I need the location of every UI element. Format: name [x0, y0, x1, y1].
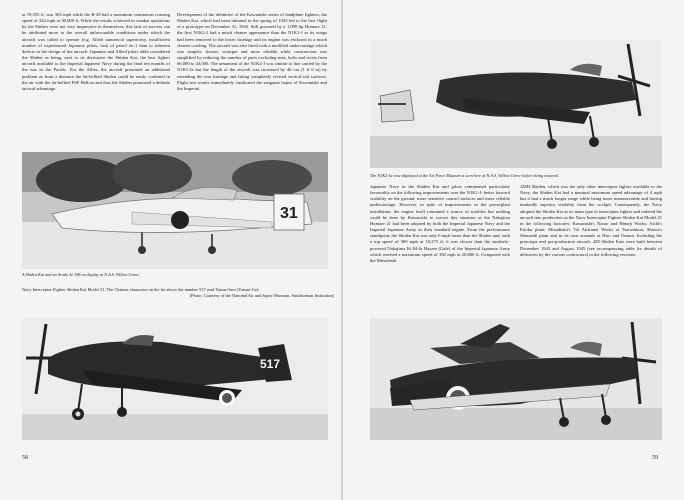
- photo-n1k2-image: [370, 40, 662, 168]
- tail-number-517: 517: [260, 357, 281, 371]
- caption-credit: (Photo: Courtesy of the National Air and Space Museum, Smithsonian Institution): [189, 293, 334, 298]
- page-number-left: 58: [22, 455, 28, 461]
- photo-shiden-kai-display: [22, 152, 328, 269]
- left-text-column-1: at 19,355 ft, was 363 mph while the B-29 had a maximum continuous cruising speed of 342 mph at 30,000 ft. While the results achieved in combat operations by the Shiden were not very impressive in themselves, this lack of success can be attributed more to the overall unfavourable conditions under which the aircraft was called to operate (e.g. Allied numerical superiority, insufficient number of experienced Japanese pilots, lack of petrol etc.) than to inherent defects in the design of the aircraft. Japanese and Allied pilots alike considered the Shiden as being, next to its derivative the Shiden Kai, the best fighter aircraft available to the Imperial Japanese Navy during the final ten months of the war in the Pacific. For the Allies, the aircraft presented an additional problem as from a distance the fat-bellied Shiden could be easily confused in the air with the fat-bellied F6F Hellcat and thus the Shiden possessed a definite tactical advantage.: [22, 12, 170, 91]
- photo-shiden-kai-image: [22, 152, 328, 269]
- photo-517-image: [22, 318, 328, 440]
- gutter: [341, 0, 343, 500]
- page-number-right: 59: [652, 455, 658, 461]
- photo-museum-image: [370, 318, 662, 440]
- caption-drawing: Navy Interceptor Fighter Shiden Kai Model 21. The Chinese characters on the fin above the number 517 read Yatsuri-hen (Yatsuri Go).: [22, 287, 260, 292]
- caption-right-top: The N1K2-Ja now displayed at the Air Force Museum is seen here at N.A.S. Willow Grove before being restored.: [370, 173, 559, 178]
- left-text-column-2: Development of the definitive of the Kawanishi series of landplane fighters, the Shiden Kai, which had been initiated in the spring of 1943 led to the first flight of a prototype on December 31, 1943. Still powered by a 1,990 hp Homare 21, the first N1K2-J had a much cleaner appearance than the N1K1-J as its wings had been removed to the lower fuselage and its engine was enclosed in a much cleaner cowling. The aircraft was also fitted with a modified undercarriage which was simpler, shorter, stronger and more reliable while construction was simplified by reducing the number of parts excluding nuts, bolts and rivets from 66,000 to 43,000. The armament of the N1K2-J was similar to that carried by the N1K1-Ja but the length of the aircraft was increased by 46 cm (1 ft 6 in) by extending the rear fuselage and fitting completely revised vertical tail surfaces. Flight test results immediately vindicated the sanguine hopes of Kawanishi and the Imperial: [177, 12, 327, 91]
- photo-n1k2-air-force-museum: [370, 318, 662, 440]
- right-text-column-2: J2M3 Raiden, which was the only other interceptor fighter available to the Navy, the Shiden Kai had a nominal maximum speed advantage of 4 mph but it had a much longer range while being more manoeuvrable and having markedly superior visibility from the cockpit. Consequently, the Navy adopted the Shiden Kai as its main type of interceptor fighter and ordered the aircraft into production as the Navy Interceptor Fighter Shiden Kai Model 21 in the following factories: Kawanishi's Naruo and Himeji Works; Aichi's Eitoku plant; Mitsubishi's 7th Airframe Works at Tsurashima; Showa's Shimoshi plant and in its own arsenals at Hiro and Omura. Including the prototype and pre-production aircraft, 428 Shiden Kais were built between December 1943 and August 1945 (see accompanying table for details of deliveries by the various contractors) in the following versions:: [520, 184, 662, 257]
- photo-shiden-kai-517: [22, 318, 328, 440]
- photo-n1k2-willow-grove: [370, 40, 662, 168]
- caption-display-photo: A Shiden Kai and an Arado Ar 196 on display at N.A.S. Willow Grove.: [22, 272, 140, 277]
- right-text-column-1: Japanese Navy in the Shiden Kai and pilots commented particularly favourably on the following improvements over the N1K1-J: better forward visibility on the ground, more sensitive control surfaces and more reliable undercarriage. However, in spite of improvements in the powerplant installation, the engine itself remained a source of troubles but nothing could be done by Kawanishi to correct this situation as the Nakajima Homare 21 had been adopted by both the Imperial Japanese Navy and the Imperial Japanese Army as their standard engine. From the performance standpoint, the Shiden Kai was only 6 mph faster than the Shiden and, with a top speed of 369 mph at 18,375 ft, it was slower than the similarly-powered Nakajima Ki.84-Ia Hayate (Gale) of the Imperial Japanese Army which reached a maximum speed of 392 mph at 20,800 ft. Compared with the Mitsubishi: [370, 184, 510, 263]
- svg-text:31: 31: [280, 205, 298, 222]
